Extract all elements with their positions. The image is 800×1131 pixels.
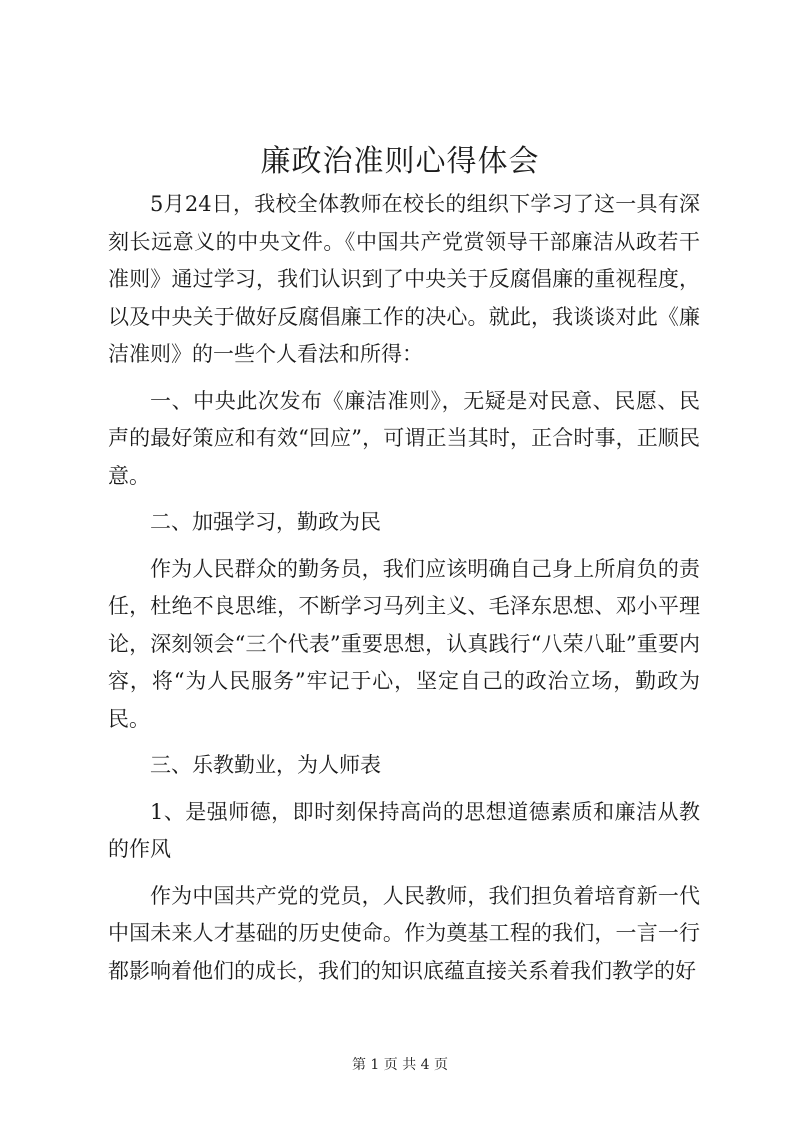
document-title: 廉政治准则心得体会 bbox=[260, 144, 540, 179]
page-number-footer: 第 1 页 共 4 页 bbox=[351, 1057, 449, 1073]
paragraph-study: 作为人民群众的勤务员，我们应该明确自己身上所肩负的责任，杜绝不良思维，不断学习马列主义、毛泽东思想、邓小平理论，深刻领会“三个代表”重要思想，认真践行“八荣八耻”重要内容，将“为人民服务”牢记于心，坚定自己的政治立场，勤政为民。 bbox=[108, 556, 700, 731]
paragraph-point-one: 一、中央此次发布《廉洁准则》，无疑是对民意、民愿、民声的最好策应和有效“回应”，可谓正当其时，正合时事，正顺民意。 bbox=[108, 388, 700, 488]
paragraph-mission: 作为中国共产党的党员，人民教师，我们担负着培育新一代中国未来人才基础的历史使命。作为奠基工程的我们，一言一行都影响着他们的成长，我们的知识底蕴直接关系着我们教学的好 bbox=[108, 883, 700, 983]
paragraph-ethics: 1、是强师德，即时刻保持高尚的思想道德素质和廉洁从教的作风 bbox=[108, 799, 700, 861]
document-body bbox=[108, 186, 700, 990]
paragraph-intro: 5月24日，我校全体教师在校长的组织下学习了这一具有深刻长远意义的中央文件。《中国共产党赏领导干部廉洁从政若干准则》通过学习，我们认识到了中央关于反腐倡廉的重视程度，以及中央关于做好反腐倡廉工作的决心。就此，我谈谈对此《廉洁准则》的一些个人看法和所得： bbox=[108, 192, 700, 366]
section-heading-teaching: 三、乐教勤业，为人师表 bbox=[150, 753, 381, 777]
section-heading-study: 二、加强学习，勤政为民 bbox=[150, 510, 381, 534]
